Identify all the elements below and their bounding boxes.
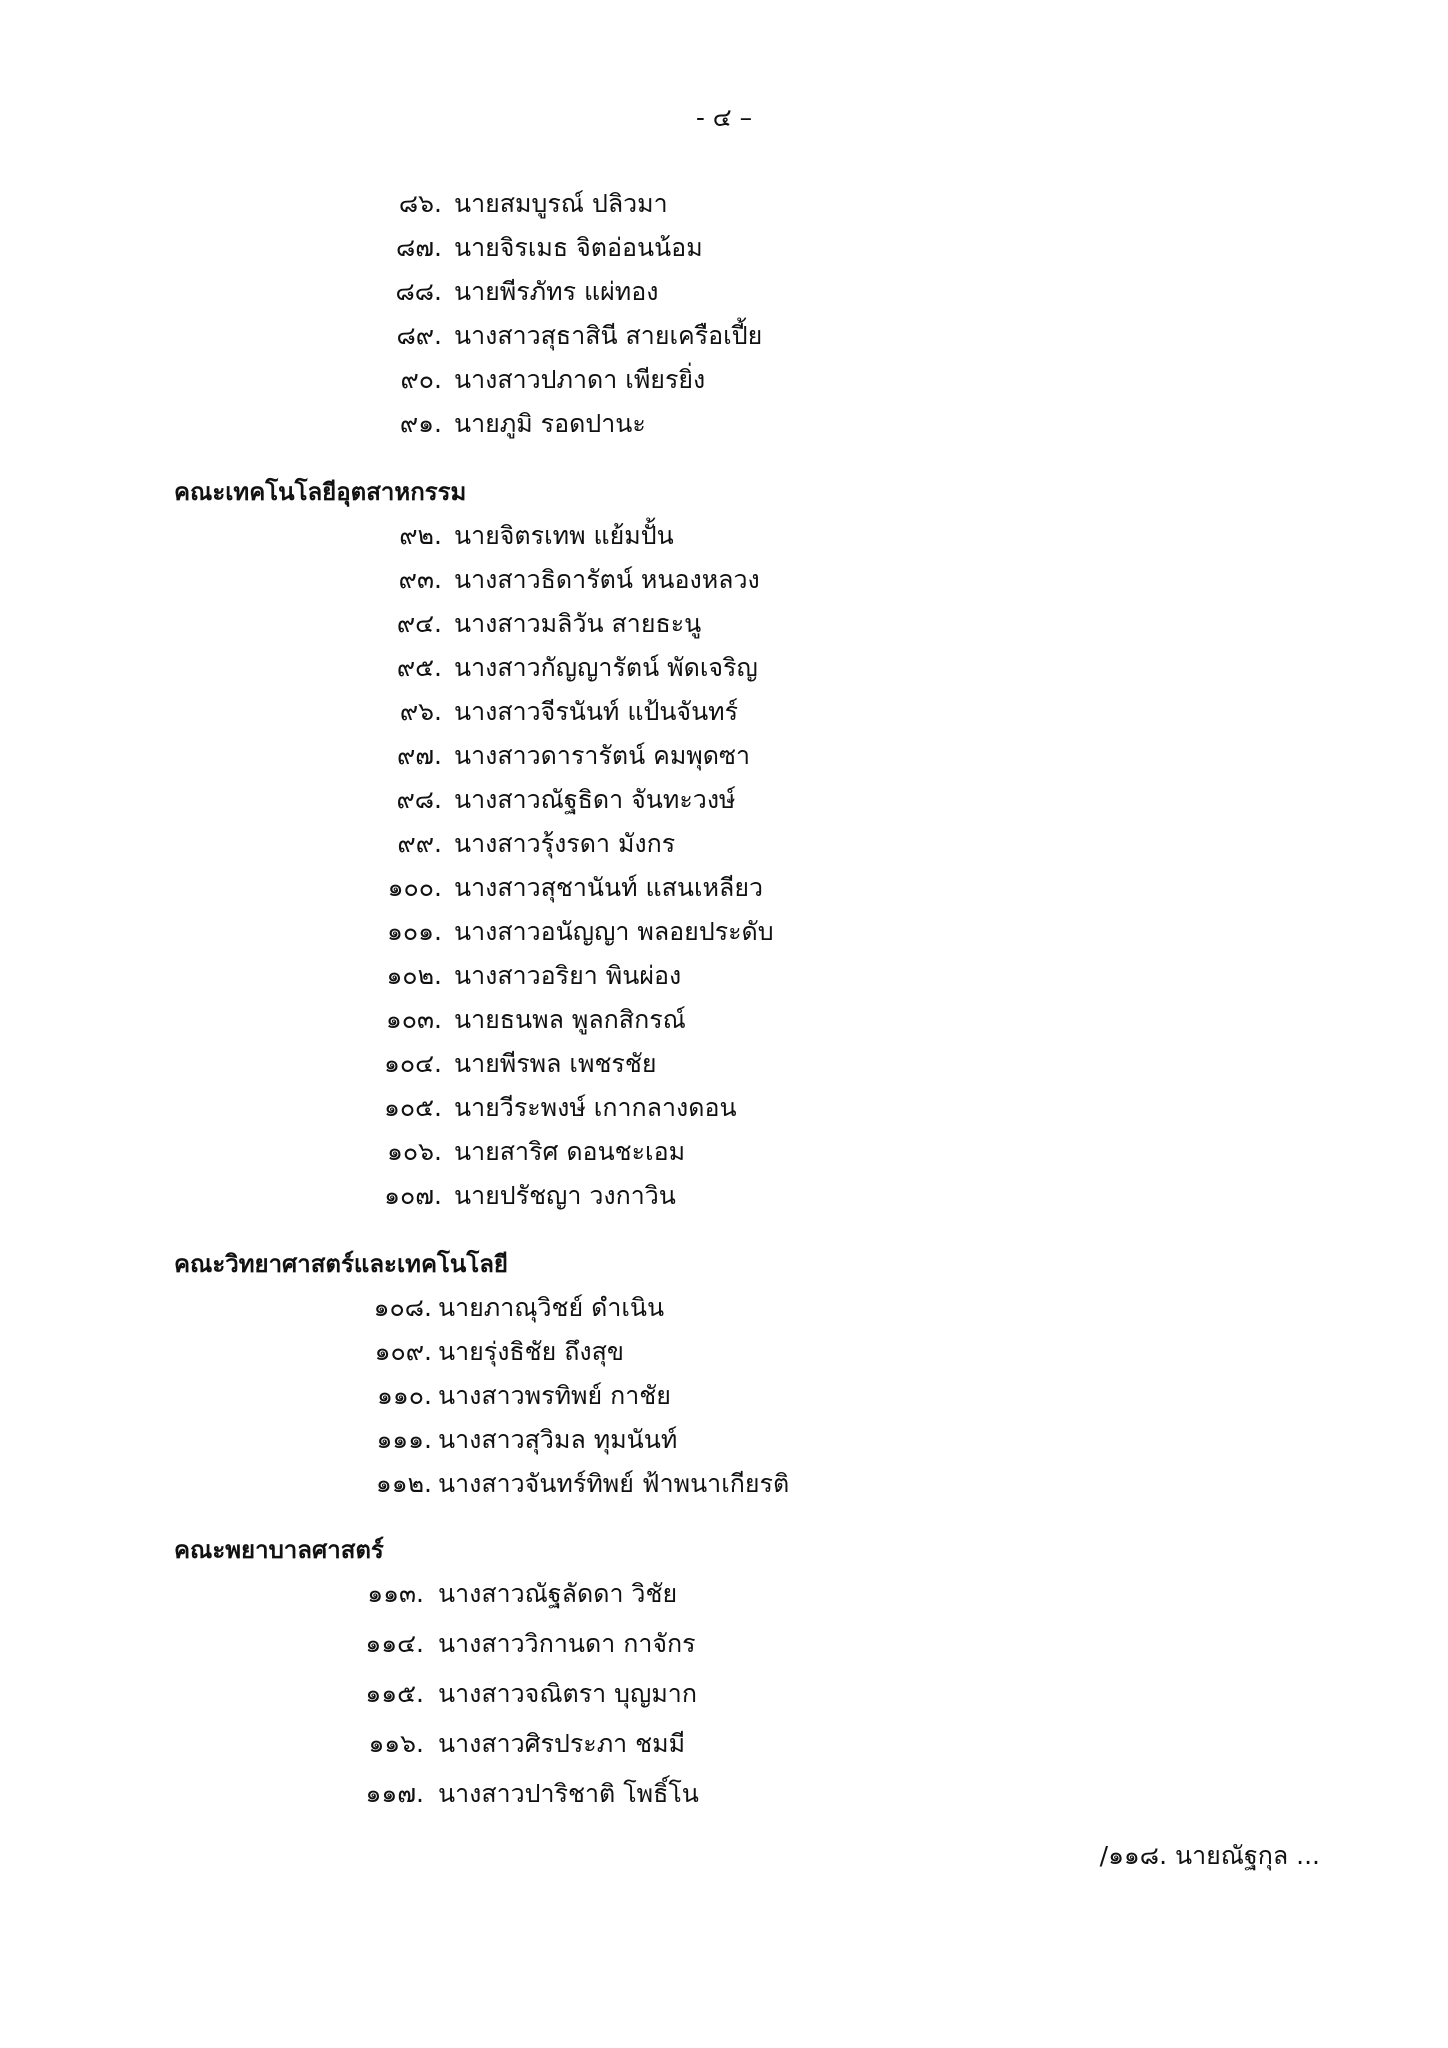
item-name: นางสาวปภาดา เพียรยิ่ง <box>454 365 706 394</box>
list-item <box>0 1088 737 1128</box>
item-number: ๙๕. <box>396 653 442 682</box>
list-item <box>0 648 758 688</box>
item-name: นางสาวสุชานันท์ แสนเหลียว <box>454 873 764 902</box>
item-name: นางสาวธิดารัตน์ หนองหลวง <box>454 565 760 594</box>
item-number: ๘๗. <box>395 233 442 262</box>
list-item <box>0 1464 789 1504</box>
item-name: นางสาวดารารัตน์ คมพุดซา <box>454 741 751 770</box>
list-item <box>0 272 658 312</box>
item-number: ๘๘. <box>395 277 442 306</box>
item-number: ๑๐๘. <box>373 1293 432 1322</box>
item-name: นางสาวกัญญารัตน์ พัดเจริญ <box>454 653 758 682</box>
item-name: นางสาวณัฐธิดา จันทะวงษ์ <box>454 785 736 814</box>
list-item <box>0 780 736 820</box>
list-item <box>0 1420 677 1460</box>
item-number: ๘๙. <box>396 321 442 350</box>
list-item <box>0 912 774 952</box>
item-number: ๑๑๕. <box>365 1679 424 1708</box>
item-number: ๘๖. <box>398 189 442 218</box>
section-heading: คณะพยาบาลศาสตร์ <box>174 1536 384 1564</box>
item-name: นายปรัชญา วงกาวิน <box>454 1181 676 1210</box>
item-number: ๑๑๒. <box>375 1469 432 1498</box>
item-name: นายจิตรเทพ แย้มปั้น <box>454 521 674 550</box>
item-number: ๑๐๒. <box>386 961 442 990</box>
item-number: ๙๒. <box>399 521 442 550</box>
item-number: ๑๐๑. <box>387 917 442 946</box>
item-number: ๑๐๖. <box>387 1137 442 1166</box>
item-number: ๑๑๐. <box>377 1381 432 1410</box>
section-heading: คณะเทคโนโลยีอุตสาหกรรม <box>174 478 467 506</box>
page-number: - ๔ – <box>695 103 753 132</box>
item-name: นายรุ่งธิชัย ถึงสุข <box>438 1337 624 1366</box>
list-item <box>0 228 703 268</box>
item-number: ๑๑๗. <box>365 1779 424 1808</box>
item-name: นายธนพล พูลกสิกรณ์ <box>454 1005 686 1034</box>
item-number: ๙๓. <box>398 565 442 594</box>
item-number: ๙๑. <box>399 409 442 438</box>
item-number: ๑๐๔. <box>384 1049 442 1078</box>
list-item <box>0 1332 624 1372</box>
item-number: ๑๐๐. <box>387 873 442 902</box>
item-name: นางสาวมลิวัน สายธะนู <box>454 609 702 638</box>
list-item <box>0 1674 697 1714</box>
item-number: ๙๘. <box>396 785 442 814</box>
item-number: ๑๐๕. <box>384 1093 442 1122</box>
item-number: ๙๐. <box>400 365 442 394</box>
item-name: นางสาวศิรประภา ชมมี <box>438 1729 686 1758</box>
list-item <box>0 1624 696 1664</box>
list-item <box>0 604 701 644</box>
item-name: นายภาณุวิชย์ ดำเนิน <box>438 1293 665 1322</box>
item-number: ๙๙. <box>397 829 442 858</box>
item-name: นางสาวปาริชาติ โพธิ์โน <box>438 1779 699 1808</box>
item-name: นายสาริศ ดอนชะเอม <box>454 1137 686 1166</box>
list-item <box>0 736 750 776</box>
item-name: นางสาวอนัญญา พลอยประดับ <box>454 917 774 946</box>
item-name: นางสาวณัฐลัดดา วิชัย <box>438 1579 678 1608</box>
item-name: นางสาวสุธาสินี สายเครือเปี้ย <box>454 321 763 350</box>
list-item <box>0 868 763 908</box>
item-name: นางสาวพรทิพย์ กาชัย <box>438 1381 671 1410</box>
item-number: ๑๐๓. <box>385 1005 442 1034</box>
item-name: นางสาวจีรนันท์ แป้นจันทร์ <box>454 697 739 726</box>
item-name: นายจิรเมธ จิตอ่อนน้อม <box>454 233 703 262</box>
item-number: ๑๑๔. <box>365 1629 424 1658</box>
list-item <box>0 1724 685 1764</box>
list-item <box>0 316 762 356</box>
item-number: ๑๑๖. <box>368 1729 424 1758</box>
item-name: นางสาวสุวิมล ทุมนันท์ <box>438 1425 678 1454</box>
item-name: นายพีรพล เพชรชัย <box>454 1049 657 1078</box>
list-item <box>0 824 675 864</box>
list-item <box>0 516 674 556</box>
list-item <box>0 1044 656 1084</box>
list-item <box>0 956 681 996</box>
item-number: ๙๖. <box>399 697 442 726</box>
section-heading: คณะวิทยาศาสตร์และเทคโนโลยี <box>174 1250 508 1278</box>
item-number: ๑๑๓. <box>367 1579 424 1608</box>
item-number: ๙๔. <box>396 609 442 638</box>
item-name: นางสาวจณิตรา บุญมาก <box>438 1679 697 1708</box>
item-name: นางสาววิกานดา กาจักร <box>438 1629 696 1658</box>
continuation-note: /๑๑๘. นายณัฐกุล ... <box>1099 1841 1320 1870</box>
list-item <box>0 1574 677 1614</box>
item-number: ๑๑๑. <box>376 1425 432 1454</box>
list-item <box>0 360 705 400</box>
list-item <box>0 184 668 224</box>
item-number: ๑๐๗. <box>384 1181 442 1210</box>
item-number: ๙๗. <box>396 741 442 770</box>
list-item <box>0 692 738 732</box>
item-number: ๑๐๙. <box>374 1337 432 1366</box>
item-name: นายวีระพงษ์ เกากลางดอน <box>454 1093 737 1122</box>
list-item <box>0 1132 685 1172</box>
list-item <box>0 1000 686 1040</box>
list-item <box>0 1376 671 1416</box>
list-item <box>0 1176 676 1216</box>
item-name: นางสาวจันทร์ทิพย์ ฟ้าพนาเกียรติ <box>438 1469 790 1498</box>
item-name: นายพีรภัทร แผ่ทอง <box>454 277 659 306</box>
list-item <box>0 560 760 600</box>
item-name: นางสาวอริยา พินผ่อง <box>454 961 682 990</box>
item-name: นางสาวรุ้งรดา มังกร <box>454 829 676 858</box>
list-item <box>0 404 646 444</box>
list-item <box>0 1774 699 1814</box>
item-name: นายภูมิ รอดปานะ <box>454 409 646 438</box>
list-item <box>0 1288 664 1328</box>
item-name: นายสมบูรณ์ ปลิวมา <box>454 189 668 218</box>
